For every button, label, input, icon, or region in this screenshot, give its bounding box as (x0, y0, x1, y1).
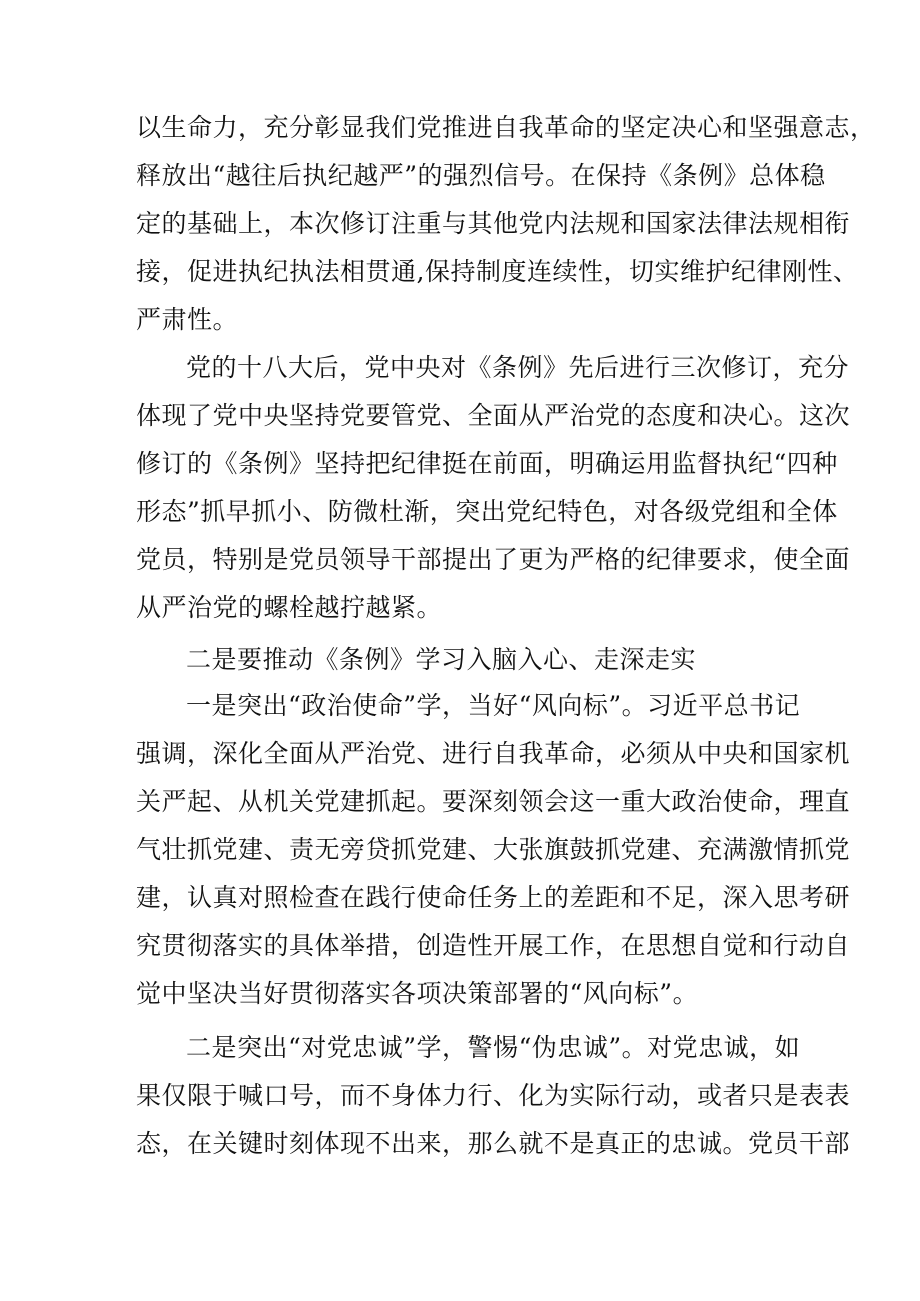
text-line: 关严起、从机关党建抓起。要深刻领会这一重大政治使命，理直 (136, 787, 851, 816)
text-line: 严肃性。 (136, 305, 239, 334)
text-line: 从严治党的螺栓越拧越紧。 (136, 593, 443, 622)
text-line: 定的基础上，本次修订注重与其他党内法规和国家法律法规相衔 (136, 209, 851, 238)
text-line: 态，在关键时刻体现不出来，那么就不是真正的忠诚。党员干部 (136, 1129, 851, 1158)
text-line: 二是突出“对党忠诚”学，警惕“伪忠诚”。对党忠诚，如 (186, 1033, 801, 1062)
text-line: 以生命力，充分彰显我们党推进自我革命的坚定决心和坚强意志， (136, 113, 876, 142)
text-line: 果仅限于喊口号，而不身体力行、化为实际行动，或者只是表表 (136, 1081, 851, 1110)
text-line: 体现了党中央坚持党要管党、全面从严治党的态度和决心。这次 (136, 401, 851, 430)
text-line: 强调，深化全面从严治党、进行自我革命，必须从中央和国家机 (136, 739, 851, 768)
heading-text: 二是要推动《条例》学习入脑入心、走深走实 (186, 645, 697, 674)
text-line: 建，认真对照检查在践行使命任务上的差距和不足，深入思考研 (136, 883, 851, 912)
text-line: 究贯彻落实的具体举措，创造性开展工作，在思想自觉和行动自 (136, 931, 851, 960)
text-line: 党员，特别是党员领导干部提出了更为严格的纪律要求，使全面 (136, 545, 851, 574)
text-line: 一是突出“政治使命”学，当好“风向标”。习近平总书记 (186, 691, 801, 720)
text-line: 修订的《条例》坚持把纪律挺在前面，明确运用监督执纪“四种 (136, 449, 838, 478)
text-line: 党的十八大后，党中央对《条例》先后进行三次修订，充分 (186, 353, 850, 382)
text-line: 觉中坚决当好贯彻落实各项决策部署的“风向标”。 (136, 979, 699, 1008)
text-line: 形态”抓早抓小、防微杜渐，突出党纪特色，对各级党组和全体 (136, 497, 838, 526)
text-line: 释放出“越往后执纪越严”的强烈信号。在保持《条例》总体稳 (136, 161, 826, 190)
text-line: 气壮抓党建、责无旁贷抓党建、大张旗鼓抓党建、充满激情抓党 (136, 835, 851, 864)
text-line: 接，促进执纪执法相贯通,保持制度连续性，切实维护纪律刚性、 (136, 257, 859, 286)
